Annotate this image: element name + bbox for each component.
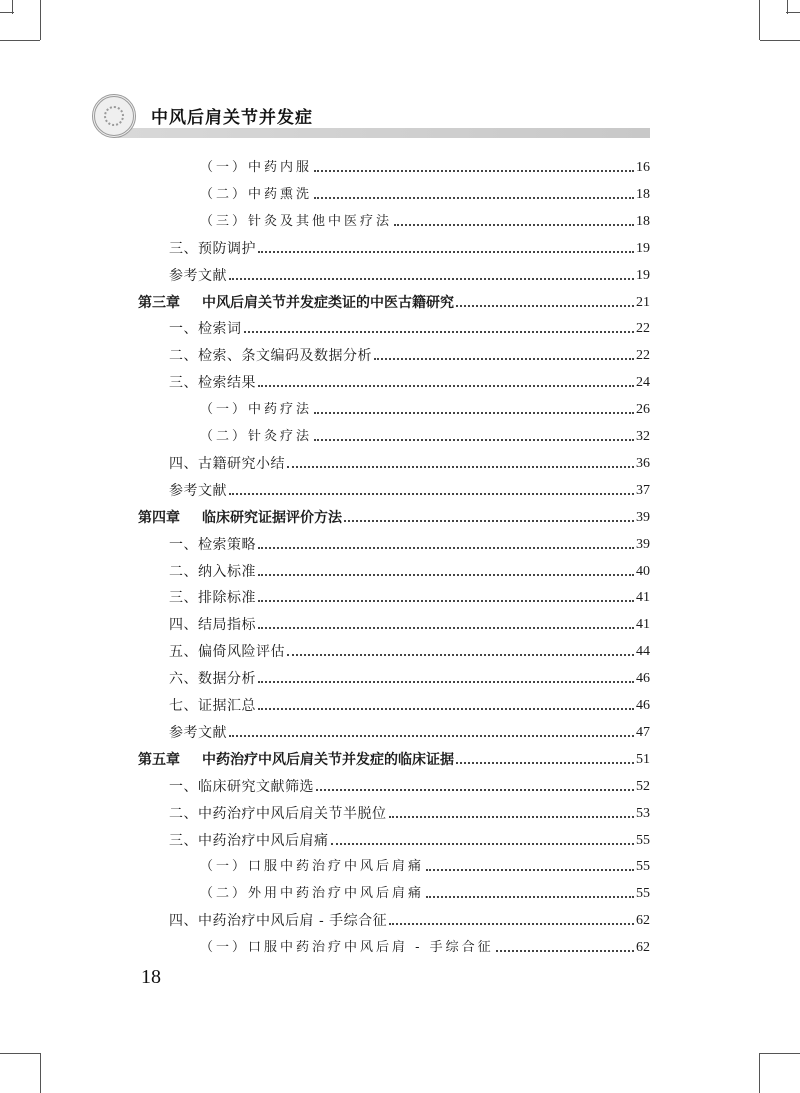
toc-entry bbox=[169, 338, 650, 364]
toc-entry-page: 16 bbox=[636, 160, 650, 175]
toc-entry-text: 七、证据汇总 bbox=[169, 698, 256, 714]
toc-entry-label bbox=[200, 886, 426, 902]
leader-dots bbox=[316, 789, 634, 791]
toc-entry bbox=[169, 258, 650, 284]
toc-entry-text: 参考文献 bbox=[169, 724, 227, 741]
toc-entry bbox=[169, 311, 650, 337]
toc-entry bbox=[169, 607, 650, 633]
toc-entry bbox=[169, 634, 650, 660]
toc-entry-page: 40 bbox=[636, 563, 650, 579]
toc-entry bbox=[169, 903, 650, 929]
leader-dots bbox=[258, 627, 634, 629]
toc-entry-text: 六、数据分析 bbox=[169, 671, 256, 688]
toc-entry-text: 二、纳入标准 bbox=[169, 563, 256, 580]
leader-dots bbox=[258, 251, 634, 253]
page-number: 18 bbox=[141, 966, 161, 988]
leader-dots bbox=[389, 923, 634, 925]
toc-entry-text: 一、检索策略 bbox=[169, 536, 256, 553]
toc-entry bbox=[169, 580, 650, 606]
toc-entry-label bbox=[169, 456, 287, 472]
toc-entry-page: 26 bbox=[636, 402, 650, 418]
toc-entry-text: （二）针灸疗法 bbox=[200, 429, 313, 444]
toc-entry-page: 37 bbox=[636, 482, 650, 498]
toc-entry-text: 三、检索结果 bbox=[169, 375, 256, 392]
toc-entry-text: 四、古籍研究小结 bbox=[169, 455, 285, 472]
toc-entry-text: 一、检索词 bbox=[169, 321, 242, 338]
toc-entry-page: 36 bbox=[636, 455, 650, 471]
toc-entry bbox=[138, 742, 650, 768]
toc-entry bbox=[200, 204, 650, 230]
toc-entry-page: 55 bbox=[636, 832, 650, 848]
leader-dots bbox=[287, 466, 634, 468]
toc-entry-label bbox=[169, 644, 287, 660]
toc-entry-label bbox=[169, 617, 258, 633]
toc-chapter-number: 第三章 bbox=[138, 294, 180, 311]
toc-entry-label bbox=[169, 590, 258, 606]
leader-dots bbox=[426, 896, 634, 898]
leader-dots bbox=[496, 950, 634, 952]
toc-entry-text: （一）口服中药治疗中风后肩痛 bbox=[200, 859, 425, 875]
toc-entry-label bbox=[169, 671, 258, 687]
toc-entry-page: 22 bbox=[636, 321, 650, 337]
toc-entry-page: 52 bbox=[636, 778, 650, 794]
leader-dots bbox=[394, 224, 634, 226]
toc-entry-page: 19 bbox=[636, 267, 650, 283]
toc-entry bbox=[169, 446, 650, 472]
toc-entry-page: 62 bbox=[636, 940, 650, 956]
toc-entry-label bbox=[169, 483, 229, 499]
leader-dots bbox=[258, 547, 634, 549]
toc-entry-page: 62 bbox=[636, 913, 650, 929]
toc-entry-label bbox=[138, 295, 456, 311]
toc-entry-text: 二、中药治疗中风后肩关节半脱位 bbox=[169, 805, 387, 822]
toc-entry bbox=[169, 661, 650, 687]
leader-dots bbox=[314, 412, 634, 414]
toc-entry bbox=[138, 285, 650, 311]
toc-entry-label bbox=[169, 725, 229, 741]
toc-entry-label bbox=[169, 779, 316, 795]
leader-dots bbox=[258, 681, 634, 683]
toc-entry-label bbox=[169, 321, 244, 337]
leader-dots bbox=[314, 170, 634, 172]
toc-entry-text: （二）中药熏洗 bbox=[200, 186, 313, 202]
toc-entry-page: 46 bbox=[636, 671, 650, 687]
leader-dots bbox=[258, 708, 634, 710]
toc-entry bbox=[138, 500, 650, 526]
toc-entry-label bbox=[169, 348, 374, 364]
toc-entry bbox=[169, 473, 650, 499]
toc-entry-label bbox=[169, 537, 258, 553]
leader-dots bbox=[331, 843, 635, 845]
leader-dots bbox=[426, 869, 634, 871]
leader-dots bbox=[244, 331, 635, 333]
toc-chapter-number: 第五章 bbox=[138, 751, 180, 768]
toc-entry bbox=[169, 231, 650, 257]
toc-entry-label bbox=[169, 268, 229, 284]
toc-entry-page: 41 bbox=[636, 590, 650, 606]
leader-dots bbox=[314, 197, 634, 199]
toc-entry-text: （一）中药疗法 bbox=[200, 402, 313, 418]
toc-entry-page: 55 bbox=[636, 886, 650, 902]
toc-entry-text: （二）外用中药治疗中风后肩痛 bbox=[200, 886, 425, 902]
toc-entry-text: 参考文献 bbox=[169, 482, 227, 499]
toc-entry-text: 中药治疗中风后肩关节并发症的临床证据 bbox=[202, 751, 454, 768]
toc-entry-text: 三、排除标准 bbox=[169, 590, 256, 607]
toc-entry bbox=[200, 419, 650, 445]
leader-dots bbox=[229, 493, 634, 495]
toc-entry-label bbox=[200, 160, 314, 176]
toc-entry bbox=[169, 527, 650, 553]
toc-entry-text: 中风后肩关节并发症类证的中医古籍研究 bbox=[202, 294, 454, 311]
toc-entry-label bbox=[169, 806, 389, 822]
toc-entry-label bbox=[200, 214, 394, 230]
toc-entry-text: （一）中药内服 bbox=[200, 160, 313, 175]
toc-entry-page: 39 bbox=[636, 509, 650, 525]
toc-entry-page: 24 bbox=[636, 375, 650, 391]
toc-entry-text: 四、中药治疗中风后肩 - 手综合征 bbox=[169, 913, 388, 930]
toc-entry bbox=[169, 796, 650, 822]
leader-dots bbox=[389, 816, 635, 818]
toc-entry bbox=[200, 177, 650, 203]
toc-entry-page: 55 bbox=[636, 859, 650, 875]
toc-entry-text: 五、偏倚风险评估 bbox=[169, 644, 285, 661]
toc-entry-label bbox=[138, 752, 456, 768]
toc-entry-page: 39 bbox=[636, 536, 650, 552]
toc-entry-page: 44 bbox=[636, 644, 650, 660]
toc-entry-label bbox=[200, 940, 496, 956]
toc-chapter-number: 第四章 bbox=[138, 509, 180, 526]
leader-dots bbox=[287, 654, 634, 656]
toc-entry bbox=[200, 150, 650, 176]
toc-entry-text: （三）针灸及其他中医疗法 bbox=[200, 213, 393, 229]
toc-entry-text: （一）口服中药治疗中风后肩 - 手综合征 bbox=[200, 940, 494, 956]
toc-entry-page: 47 bbox=[636, 724, 650, 740]
toc-entry bbox=[169, 769, 650, 795]
toc-entry-text: 三、中药治疗中风后肩痛 bbox=[169, 832, 329, 849]
toc-entry-label bbox=[200, 187, 314, 203]
toc-entry bbox=[200, 876, 650, 902]
toc-entry-text: 一、临床研究文献筛选 bbox=[169, 778, 314, 795]
toc-entry-page: 41 bbox=[636, 617, 650, 633]
toc-entry bbox=[169, 688, 650, 714]
leader-dots bbox=[258, 385, 634, 387]
toc-entry bbox=[169, 823, 650, 849]
toc-entry-text: 四、结局指标 bbox=[169, 617, 256, 634]
toc-entry-label bbox=[200, 402, 314, 418]
toc-entry-page: 51 bbox=[636, 751, 650, 767]
toc-entry-page: 21 bbox=[636, 294, 650, 310]
toc-entry-label bbox=[169, 241, 258, 257]
leader-dots bbox=[456, 305, 634, 307]
toc-entry-page: 22 bbox=[636, 348, 650, 364]
leader-dots bbox=[374, 358, 634, 360]
leader-dots bbox=[344, 520, 634, 522]
toc-entry-page: 18 bbox=[636, 213, 650, 229]
toc-entry-text: 参考文献 bbox=[169, 267, 227, 284]
toc-entry-label bbox=[138, 510, 344, 526]
leader-dots bbox=[258, 600, 634, 602]
toc-entry-label bbox=[169, 698, 258, 714]
toc-entry-page: 18 bbox=[636, 186, 650, 202]
toc-entry bbox=[200, 849, 650, 875]
toc-entry-label bbox=[169, 564, 258, 580]
toc-entry-label bbox=[200, 859, 426, 875]
toc-entry bbox=[200, 392, 650, 418]
toc-entry-text: 二、检索、条文编码及数据分析 bbox=[169, 348, 372, 365]
toc-entry-text: 三、预防调护 bbox=[169, 240, 256, 257]
toc-entry bbox=[169, 715, 650, 741]
running-header-title: 中风后肩关节并发症 bbox=[151, 108, 313, 128]
toc-entry-page: 32 bbox=[636, 429, 650, 444]
toc-entry-label bbox=[169, 913, 389, 929]
toc-entry-label bbox=[169, 375, 258, 391]
leader-dots bbox=[456, 762, 634, 764]
leader-dots bbox=[258, 574, 634, 576]
toc-entry-text: 临床研究证据评价方法 bbox=[202, 509, 342, 526]
toc-entry-page: 46 bbox=[636, 698, 650, 713]
leader-dots bbox=[229, 735, 634, 737]
toc-entry bbox=[169, 365, 650, 391]
toc-entry bbox=[169, 554, 650, 580]
toc-entry-label bbox=[200, 429, 314, 445]
toc-entry-page: 53 bbox=[636, 805, 650, 821]
leader-dots bbox=[314, 439, 634, 441]
leader-dots bbox=[229, 278, 634, 280]
toc-entry-page: 19 bbox=[636, 240, 650, 256]
toc-entry-label bbox=[169, 833, 331, 849]
toc-entry bbox=[200, 930, 650, 956]
